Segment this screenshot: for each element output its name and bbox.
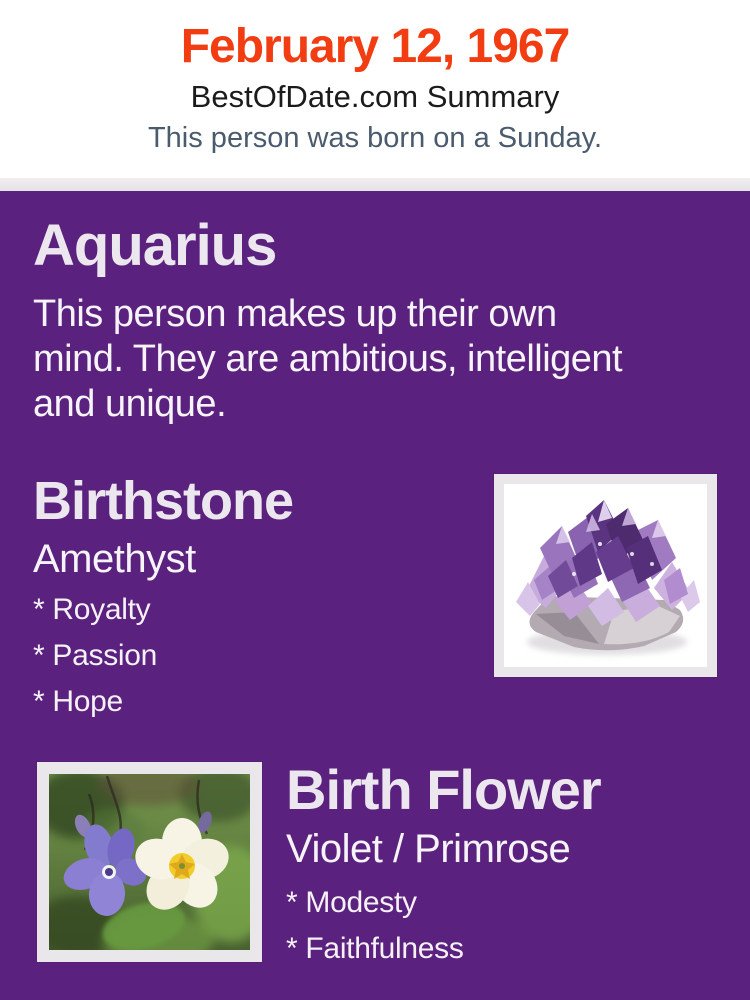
birth-flower-section xyxy=(33,758,717,980)
birthstone-trait: * Hope xyxy=(33,685,123,719)
divider-bar xyxy=(0,178,750,191)
violet-primrose-image xyxy=(49,774,250,950)
birthstone-heading: Birthstone xyxy=(33,471,293,532)
birth-flower-text xyxy=(286,758,601,980)
birth-flower-trait-list xyxy=(286,888,601,964)
birthstone-trait: * Passion xyxy=(33,639,158,673)
birthstone-trait-list xyxy=(33,595,293,717)
amethyst-photo xyxy=(494,474,717,677)
site-summary: BestOfDate.com Summary xyxy=(190,78,560,114)
header-section xyxy=(0,0,750,178)
birth-flower-trait: * Faithfulness xyxy=(286,932,464,966)
zodiac-description: This person makes up their own mind. They are ambitious, intelligent and unique. xyxy=(33,293,623,425)
zodiac-section xyxy=(33,213,717,426)
birth-flower-heading: Birth Flower xyxy=(286,758,601,822)
birthstone-text xyxy=(33,471,293,733)
birth-flower-name: Violet / Primrose xyxy=(286,827,571,872)
amethyst-crystal-image xyxy=(504,484,707,667)
birth-flower-trait: * Modesty xyxy=(286,886,417,920)
purple-panel xyxy=(0,191,750,1000)
birthstone-name: Amethyst xyxy=(33,537,196,582)
violet-primrose-photo xyxy=(37,762,262,962)
date-title: February 12, 1967 xyxy=(180,20,570,73)
born-on-line: This person was born on a Sunday. xyxy=(147,121,603,154)
birthstone-trait: * Royalty xyxy=(33,593,151,627)
zodiac-sign-heading: Aquarius xyxy=(33,213,277,278)
birthstone-section xyxy=(33,471,717,733)
